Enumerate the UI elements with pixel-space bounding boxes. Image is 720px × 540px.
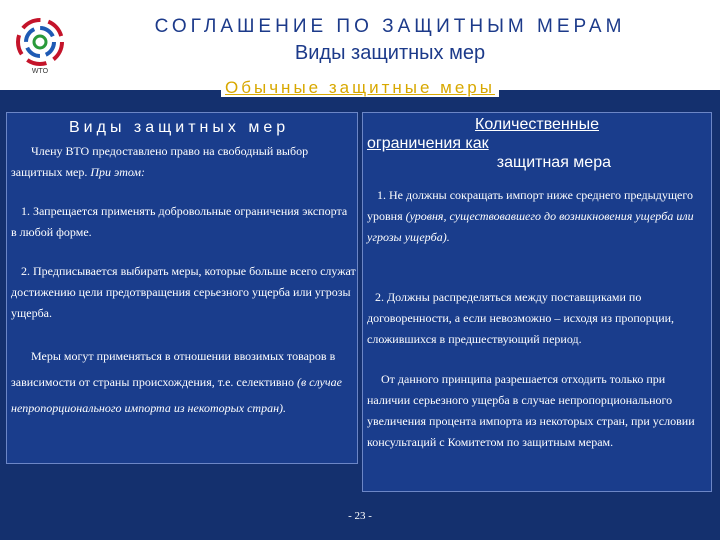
left-item-2: 2. Предписывается выбирать меры, которые больше всего служат достижению цели предотвращения серьезного ущерба или угрозы ущерба. xyxy=(11,264,356,320)
section-title-text: Обычные защитные меры xyxy=(221,78,499,97)
section-title xyxy=(0,78,720,98)
page-number: - 23 - xyxy=(348,510,372,522)
left-intro-em: При этом: xyxy=(90,165,146,179)
right-heading-line2: ограничения как xyxy=(367,135,489,152)
header xyxy=(0,0,720,90)
left-item-1: 1. Запрещается применять добровольные ограничения экспорта в любой форме. xyxy=(11,204,348,239)
right-item-3: От данного принципа разрешается отходить только при наличии серьезного ущерба в случае непропорционального увеличения процента импорта из некоторых стран, при условии консультаций с Комитетом по защитным мерам. xyxy=(367,372,695,449)
right-item-2: 2. Должны распределяться между поставщиками по договоренности, а если невозможно – исходя из пропорции, сложившихся в предшествующий период. xyxy=(367,290,675,346)
right-item-1-text: 1. Не должны сокращать импорт ниже среднего предыдущего уровня xyxy=(367,188,694,223)
right-panel xyxy=(362,112,712,492)
left-heading: Виды защитных мер xyxy=(69,119,290,136)
left-intro-text: Члену ВТО предоставлено право на свободный выбор защитных мер. xyxy=(11,144,309,179)
page-title: СОГЛАШЕНИЕ ПО ЗАЩИТНЫМ МЕРАМ xyxy=(154,16,626,37)
left-intro xyxy=(11,141,355,183)
left-measures xyxy=(11,343,355,421)
logo-text: WTO xyxy=(31,68,49,75)
right-heading-line1: Количественные xyxy=(475,116,599,133)
left-measures-em: (в случае непропорционального импорта из некоторых стран). xyxy=(11,375,342,415)
right-heading xyxy=(363,115,711,172)
right-item-1 xyxy=(367,185,707,248)
wto-logo-icon xyxy=(12,16,68,76)
right-heading-line3: защитная мера xyxy=(496,154,611,171)
left-measures-text: Меры могут применяться в отношении ввозимых товаров в зависимости от страны происхождения, т.е. селективно xyxy=(11,349,336,389)
right-item-1-em: (уровня, существовавшего до возникновения ущерба или угрозы ущерба). xyxy=(367,209,694,244)
left-panel xyxy=(6,112,358,464)
page-subtitle: Виды защитных мер xyxy=(294,42,486,64)
